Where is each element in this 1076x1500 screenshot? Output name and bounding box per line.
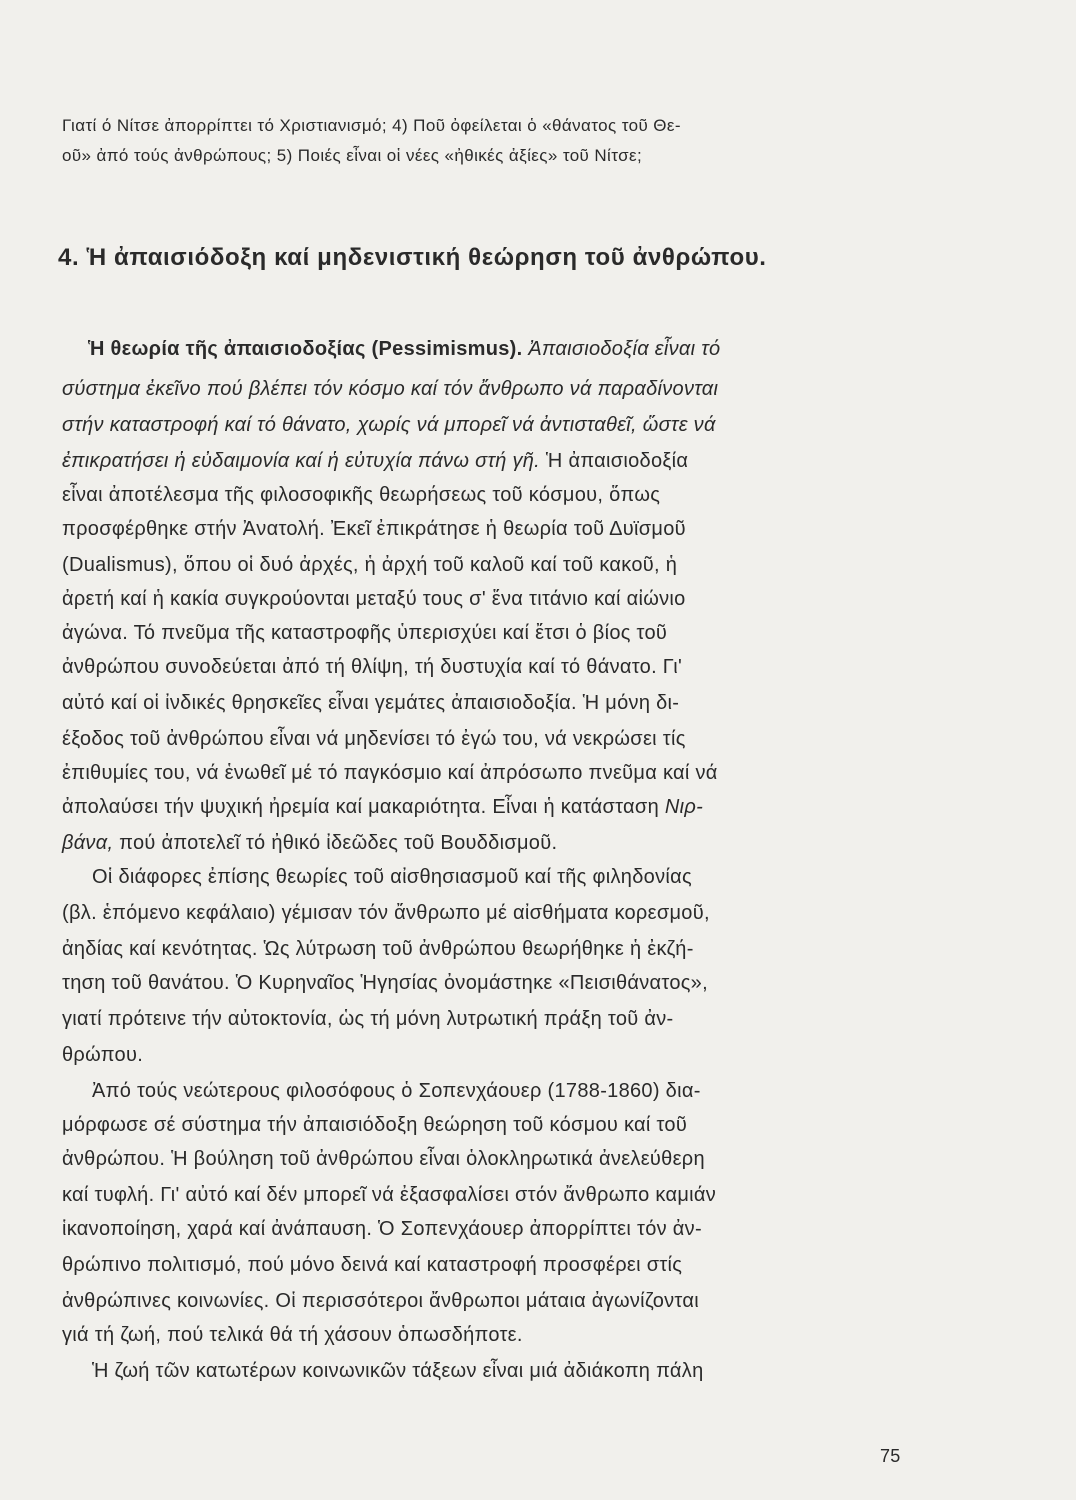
inline-italic-text: ἐπικρατήσει ἡ εὐδαιμονία καί ἡ εὐτυχία πάνω στή γῆ. [62,450,541,472]
inline-text: Ἡ ἀπαισιοδοξία [540,450,689,472]
inline-italic-text: Ἀπαισιοδοξία εἶναι τό [522,338,721,360]
page-number: 75 [880,1446,901,1466]
text-line: ἀηδίας καί κενότητας. Ὡς λύτρωση τοῦ ἀνθρώπου θεωρήθηκε ἡ ἐκζή- [62,938,694,960]
text-line: τηση τοῦ θανάτου. Ὁ Κυρηναῖος Ἡγησίας ὀνομάστηκε «Πεισιθάνατος», [62,972,708,994]
text-line: σύστημα ἐκεῖνο πού βλέπει τόν κόσμο καί τόν ἄνθρωπο νά παραδίνονται [62,378,719,400]
text-line: προσφέρθηκε στήν Ἀνατολή. Ἐκεῖ ἐπικράτησε ἡ θεωρία τοῦ Δυϊσμοῦ [62,518,686,540]
subsection-title: Ἡ θεωρία τῆς ἀπαισιοδοξίας (Pessimismus). [88,338,523,360]
text-line [62,450,688,473]
inline-italic-text: βάνα, [62,832,114,854]
text-line: (Dualismus), ὅπου οἱ δυό ἀρχές, ἡ ἀρχή τοῦ καλοῦ καί τοῦ κακοῦ, ἡ [62,554,678,576]
text-line: έξοδος τοῦ ἀνθρώπου εἶναι νά μηδενίσει τό ἐγώ του, νά νεκρώσει τίς [62,728,686,750]
questions-line-1: Γιατί ό Νίτσε ἀπορρίπτει τό Χριστιανισμό; 4) Ποῦ ὀφείλεται ὁ «θάνατος τοῦ Θε- [62,116,681,135]
text-line: θρώπου. [62,1044,144,1066]
inline-italic-text: Νιρ- [664,796,704,818]
text-line [88,338,720,361]
text-line: ἀρετή καί ἡ κακία συγκρούονται μεταξύ τους σ' ἕνα τιτάνιο καί αἰώνιο [62,588,686,610]
text-line: ἀνθρώπου συνοδεύεται ἀπό τή θλίψη, τή δυστυχία καί τό θάνατο. Γι' [62,656,683,678]
text-line: ἐπιθυμίες του, νά ἑνωθεῖ μέ τό παγκόσμιο καί ἀπρόσωπο πνεῦμα καί νά [62,762,718,784]
text-line: γιατί πρότεινε τήν αὐτοκτονία, ὡς τή μόνη λυτρωτική πράξη τοῦ ἀν- [62,1008,674,1030]
text-line: ἀγώνα. Τό πνεῦμα τῆς καταστροφῆς ὑπερισχύει καί ἔτσι ὁ βίος τοῦ [62,622,668,644]
text-line [62,832,557,855]
questions-line-2: οῦ» ἀπό τούς ἀνθρώπους; 5) Ποιές εἶναι οἱ νέες «ἠθικές ἀξίες» τοῦ Νίτσε; [62,146,643,165]
text-line: εἶναι ἀποτέλεσμα τῆς φιλοσοφικῆς θεωρήσεως τοῦ κόσμου, ὅπως [62,484,661,506]
text-line: καί τυφλή. Γι' αὐτό καί δέν μπορεῖ νά ἐξασφαλίσει στόν ἄνθρωπο καμιάν [62,1184,717,1206]
text-line: ἱκανοποίηση, χαρά καί ἀνάπαυση. Ὁ Σοπενχάουερ ἀπορρίπτει τόν ἀν- [62,1218,702,1240]
inline-text: πού ἀποτελεῖ τό ἠθικό ἰδεῶδες τοῦ Βουδδισμοῦ. [113,832,558,854]
text-line: στήν καταστροφή καί τό θάνατο, χωρίς νά μπορεῖ νά ἀντισταθεῖ, ὥστε νά [62,414,716,436]
text-line: ἀνθρώπινες κοινωνίες. Οἱ περισσότεροι ἄνθρωποι μάταια ἀγωνίζονται [62,1290,699,1312]
text-line: Ἀπό τούς νεώτερους φιλοσόφους ὁ Σοπενχάουερ (1788-1860) δια- [92,1080,701,1102]
text-line: μόρφωσε σέ σύστημα τήν ἀπαισιόδοξη θεώρηση τοῦ κόσμου καί τοῦ [62,1114,688,1136]
text-line: Ἡ ζωή τῶν κατωτέρων κοινωνικῶν τάξεων εἶναι μιά ἀδιάκοπη πάλη [92,1360,704,1382]
section-heading: 4. Ἡ ἀπαισιόδοξη καί μηδενιστική θεώρηση τοῦ ἀνθρώπου. [58,244,767,271]
text-line [62,796,703,819]
inline-text: ἀπολαύσει τήν ψυχική ἠρεμία καί μακαριότητα. Εἶναι ἡ κατάσταση [62,796,665,818]
text-line: Οἱ διάφορες ἐπίσης θεωρίες τοῦ αἰσθησιασμοῦ καί τῆς φιληδονίας [92,866,692,888]
text-line: (βλ. ἑπόμενο κεφάλαιο) γέμισαν τόν ἄνθρωπο μέ αἰσθήματα κορεσμοῦ, [62,902,710,924]
text-line: θρώπινο πολιτισμό, πού μόνο δεινά καί καταστροφή προσφέρει στίς [62,1254,683,1276]
text-line: αὐτό καί οἱ ἰνδικές θρησκεῖες εἶναι γεμάτες ἀπαισιοδοξία. Ἡ μόνη δι- [62,692,680,714]
text-line: ἀνθρώπου. Ἡ βούληση τοῦ ἀνθρώπου εἶναι ὁλοκληρωτικά ἀνελεύθερη [62,1148,705,1170]
text-line: γιά τή ζωή, πού τελικά θά τή χάσουν ὁπωσδήποτε. [62,1324,523,1346]
